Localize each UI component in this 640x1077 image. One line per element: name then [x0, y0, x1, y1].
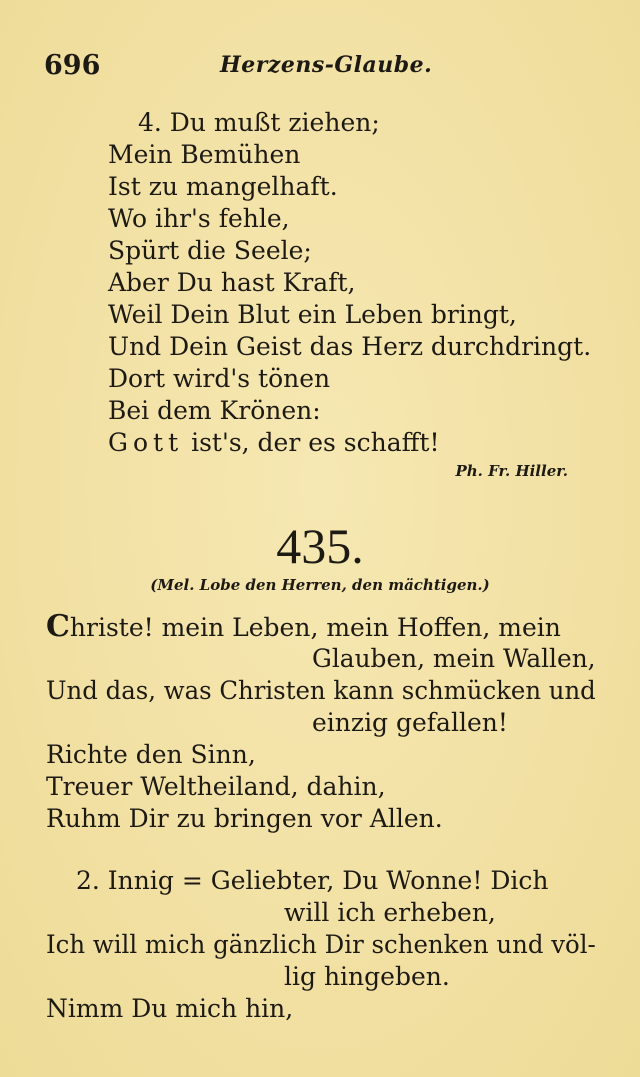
verse-line: Richte den Sinn, — [46, 740, 256, 769]
verse-line-last — [108, 428, 440, 458]
verse-line: Bei dem Krönen: — [108, 396, 321, 425]
verse-line: Glauben, mein Wallen, — [312, 644, 596, 673]
page-number: 696 — [44, 50, 101, 81]
verse-line: Aber Du hast Kraft, — [108, 268, 356, 297]
verse-line: Ich will mich gänzlich Dir schenken und völ- — [46, 930, 596, 959]
verse-line: Nimm Du mich hin, — [46, 994, 294, 1023]
verse-line: einzig gefallen! — [312, 708, 508, 737]
verse-line-text: hriste! mein Leben, mein Hoffen, mein — [69, 613, 561, 642]
verse-line: Treuer Weltheiland, dahin, — [46, 772, 386, 801]
hymn-stanza-1 — [0, 600, 640, 840]
verse-line — [46, 609, 561, 644]
verse-line: Dort wird's tönen — [108, 364, 331, 393]
melody-note: (Mel. Lobe den Herren, den mächtigen.) — [150, 576, 490, 594]
verse-line: Weil Dein Blut ein Leben bringt, — [108, 300, 517, 329]
emphasized-word: Gott — [108, 428, 184, 457]
hymn-number: 435. — [276, 518, 364, 574]
running-title: Herzens-Glaube. — [220, 52, 433, 78]
verse-line: lig hingeben. — [284, 962, 450, 991]
verse-line: 2. Innig = Geliebter, Du Wonne! Dich — [76, 866, 549, 895]
verse-line: will ich erheben, — [284, 898, 496, 927]
verse-line: Ist zu mangelhaft. — [108, 172, 338, 201]
hymn-stanza-2 — [0, 860, 640, 1040]
verse-line: Spürt die Seele; — [108, 236, 312, 265]
verse-line: Ruhm Dir zu bringen vor Allen. — [46, 804, 443, 833]
verse-line: Und das, was Christen kann schmücken und — [46, 676, 596, 705]
verse-line: Mein Bemühen — [108, 140, 301, 169]
verse-line-rest: ist's, der es schafft! — [183, 428, 440, 457]
verse-line: 4. Du mußt ziehen; — [138, 108, 380, 137]
verse-line: Und Dein Geist das Herz durchdringt. — [108, 332, 592, 361]
initial-letter: C — [46, 609, 70, 644]
stanza-top — [0, 0, 640, 500]
author-attribution: Ph. Fr. Hiller. — [455, 462, 568, 480]
verse-line: Wo ihr's fehle, — [108, 204, 290, 233]
